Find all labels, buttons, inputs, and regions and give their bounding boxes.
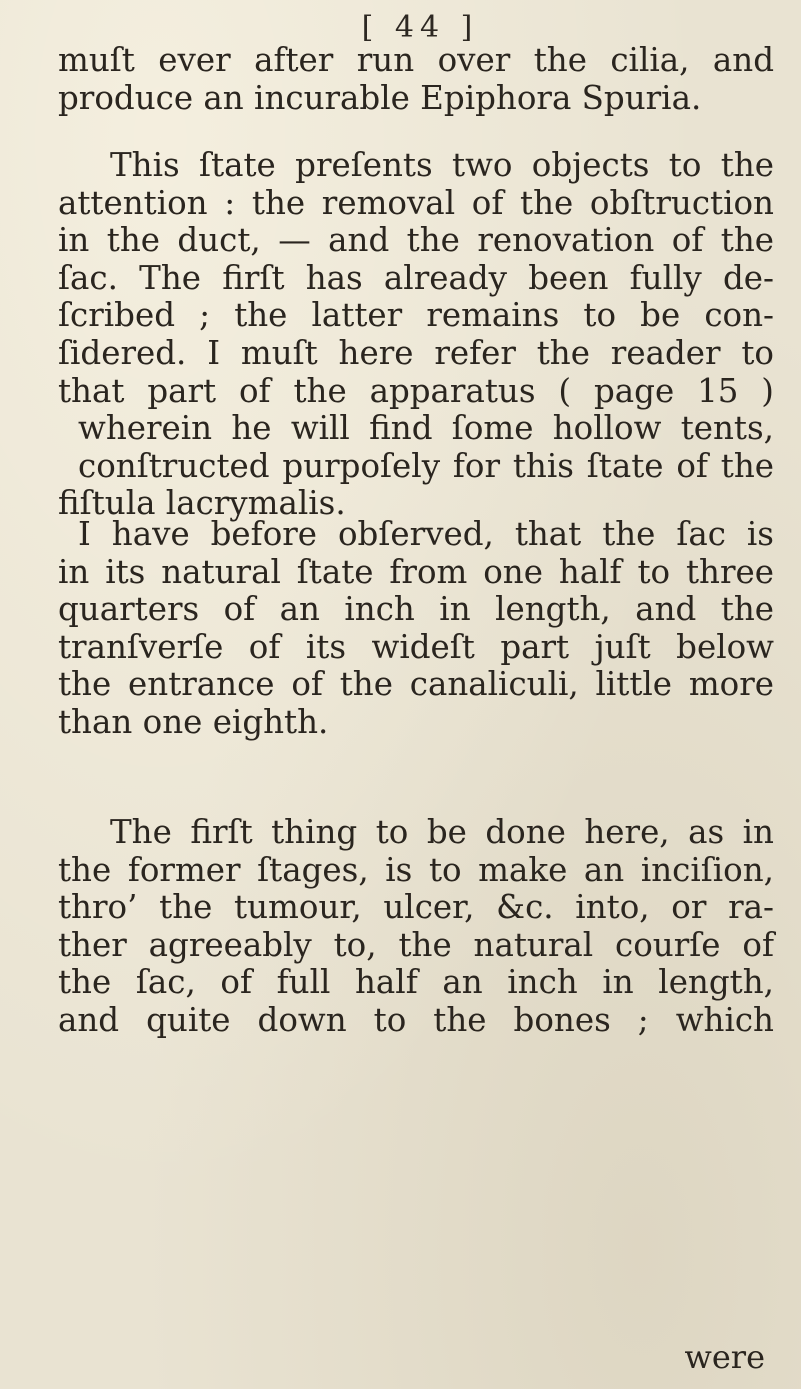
text-line: in the duct, — and the renovation of the [58, 221, 774, 260]
text-line: muſt ever after run over the cilia, and [58, 41, 774, 79]
text-line: the entrance of the canaliculi, little more [58, 665, 774, 704]
text-line: attention : the removal of the obſtruction [58, 183, 774, 222]
text-line: conſtructed purpoſely for this ſtate of the [78, 446, 774, 485]
text-line: produce an incurable Epiphora Spuria. [58, 78, 702, 117]
text-line: and quite down to the bones ; which [58, 1000, 774, 1039]
paragraph-continuation [58, 42, 774, 117]
text-line: ſcribed ; the latter remains to be con- [58, 296, 774, 335]
page-number: [ 44 ] [361, 10, 479, 45]
text-line: wherein he will find ſome hollow tents, [78, 409, 774, 448]
text-line: that part of the apparatus ( page 15 ) [58, 371, 774, 410]
text-line: ther agreeably to, the natural courſe of [58, 925, 774, 964]
text-line: This ſtate preſents two objects to the [110, 146, 774, 184]
paragraph [58, 814, 774, 1040]
text-line: The firſt thing to be done here, as in [110, 813, 774, 851]
text-line: thro’ the tumour, ulcer, &c. into, or ra- [58, 888, 774, 927]
text-line: the ſac, of full half an inch in length, [58, 963, 774, 1002]
paragraph [58, 147, 774, 523]
text-line: than one eighth. [58, 702, 329, 741]
text-line: fiſtula lacrymalis. [58, 484, 346, 523]
catchword: were [684, 1338, 765, 1376]
text-line: ſac. The firſt has already been fully de- [58, 258, 774, 297]
text-line: in its natural ſtate from one half to three [58, 552, 774, 591]
text-line: the former ſtages, is to make an inciſion, [58, 850, 774, 889]
text-line: quarters of an inch in length, and the [58, 590, 774, 629]
text-line: I have before obſerved, that the ſac is [78, 515, 774, 553]
text-line: ſidered. I muſt here refer the reader to [58, 333, 774, 372]
text-line: tranſverſe of its wideſt part juſt below [58, 627, 774, 666]
paragraph [58, 516, 774, 742]
